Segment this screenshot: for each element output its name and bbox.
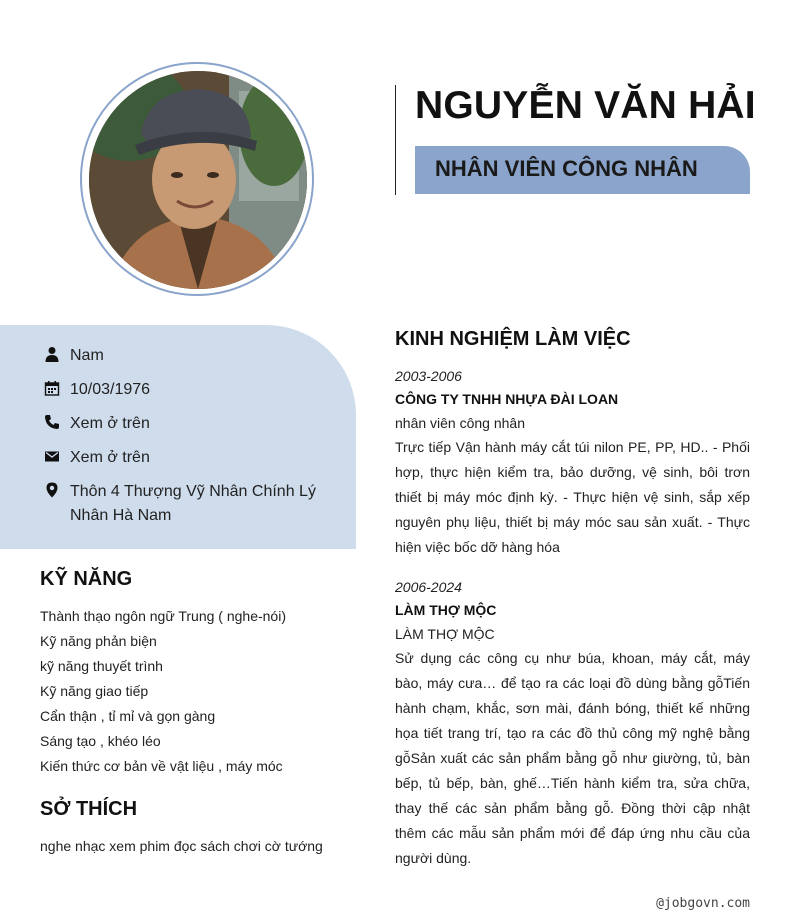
full-name: NGUYỄN VĂN HẢI [415, 84, 756, 127]
calendar-icon [44, 380, 60, 396]
gender-value: Nam [70, 347, 104, 364]
hobbies-heading: SỞ THÍCH [40, 798, 138, 820]
experience-company: CÔNG TY TNHH NHỰA ĐÀI LOAN [395, 391, 619, 407]
skill-item: Thành thạo ngôn ngữ Trung ( nghe-nói) [40, 608, 286, 624]
birthdate-value: 10/03/1976 [70, 381, 151, 398]
name-divider [395, 85, 396, 195]
experience-role: LÀM THỢ MỘC [395, 626, 495, 642]
contact-phone [44, 412, 150, 436]
experience-period: 2003-2006 [395, 368, 462, 384]
contact-gender [44, 344, 104, 368]
phone-value: Xem ở trên [70, 415, 150, 432]
job-title-badge [415, 146, 750, 194]
experience-period: 2006-2024 [395, 579, 462, 595]
address-value: Thôn 4 Thượng Vỹ Nhân Chính Lý Nhân Hà Nam [70, 483, 316, 524]
skill-item: Kỹ năng phản biện [40, 633, 157, 649]
email-value: Xem ở trên [70, 449, 150, 466]
contact-address [44, 480, 320, 528]
experience-entry [395, 577, 750, 871]
skill-item: Sáng tạo , khéo léo [40, 733, 161, 749]
job-title: NHÂN VIÊN CÔNG NHÂN [435, 156, 698, 181]
skill-item: kỹ năng thuyết trình [40, 658, 163, 674]
experience-heading: KINH NGHIỆM LÀM VIỆC [395, 328, 631, 350]
experience-description: Trực tiếp Vận hành máy cắt túi nilon PE, PP, HD.. - Phối hợp, thực hiện kiểm tra, bảo dưỡng, vệ sinh, bôi trơn thiết bị máy móc định kỳ. - Thực hiện vệ sinh, sắp xếp nguyên phụ liệu, thiết bị máy móc sau sản xuất. - Thực hiện việc bốc dỡ hàng hóa [395, 439, 750, 555]
contact-birthdate [44, 378, 150, 402]
person-icon [44, 346, 60, 362]
hobbies-text: nghe nhạc xem phim đọc sách chơi cờ tướng [40, 838, 323, 854]
experience-company: LÀM THỢ MỘC [395, 602, 497, 618]
experience-description: Sử dụng các công cụ như búa, khoan, máy cắt, máy bào, máy cưa… để tạo ra các loại đồ dùng bằng gỗTiến hành chạm, khắc, sơn mài, đánh bóng, thiết kế những họa tiết trang trí, tạo ra các đồ thủ công mỹ nghệ bằng gỗSản xuất các sản phẩm bằng gỗ như giường, tủ, bàn bếp, tủ bếp, bàn, ghế…Tiến hành kiểm tra, sửa chữa, thay thế các sản phẩm bằng gỗ. Đồng thời cập nhật thêm các mẫu sản phẩm mới để đáp ứng nhu cầu của người dùng. [395, 650, 750, 866]
location-pin-icon [44, 482, 60, 498]
skills-list [40, 604, 286, 779]
phone-icon [44, 414, 60, 430]
mail-icon [44, 448, 60, 464]
skill-item: Kỹ năng giao tiếp [40, 683, 149, 699]
contact-email [44, 446, 150, 470]
experience-role: nhân viên công nhân [395, 415, 525, 431]
profile-photo [89, 71, 307, 289]
skills-heading: KỸ NĂNG [40, 568, 133, 590]
skill-item: Kiến thức cơ bản về vật liệu , máy móc [40, 758, 283, 774]
site-watermark: @jobgovn.com [656, 896, 750, 911]
experience-entry [395, 366, 750, 560]
skill-item: Cẩn thận , tỉ mỉ và gọn gàng [40, 708, 216, 724]
avatar [89, 71, 307, 289]
